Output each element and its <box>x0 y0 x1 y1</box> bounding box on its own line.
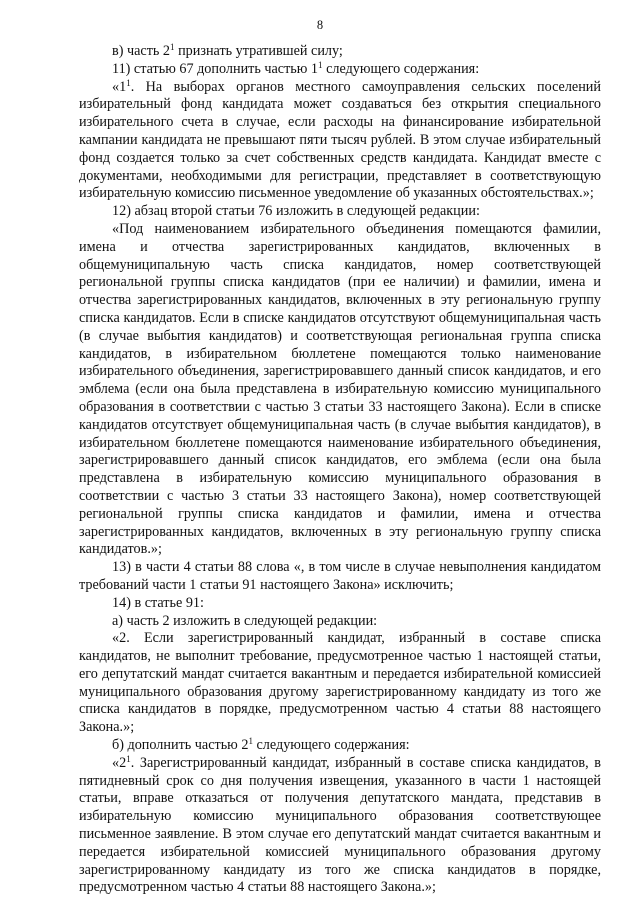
paragraph-article-91-part-2-1: «$2^1$. Зарегистрированный кандидат, избранный в составе списка кандидатов, в пятидневный срок со дня получения извещения, указанного в части 1 настоящей статьи, вправе отказаться от получения депутатского мандата, представив в избирательную комиссию муниципального образования соответствующее письменное заявление. В этом случае его депутатский мандат считается вакантным и передается избирательной комиссией муниципального образования другому зарегистрированному кандидату из того же списка кандидатов в порядке, предусмотренном частью 4 статьи 88 настоящего Закона.»; <box>79 753 601 896</box>
paragraph-item-11: 11) статью 67 дополнить частью $1^1$ следующего содержания: <box>112 59 480 77</box>
paragraph-article-76-text: «Под наименованием избирательного объединения помещаются фамилии, имена и отчества зарегистрированных кандидатов, включенных в общемуниципальную часть списка кандидатов, номер соответствующей региональной группы списка кандидатов (при ее наличии) и фамилии, имена и отчества зарегистрированных кандидатов, включенных в эту региональную группу списка кандидатов. Если в списке кандидатов отсутствуют общемуниципальная часть (в случае выбытия кандидатов) и соответствующая региональная группа списка кандидатов, в избирательном бюллетене помещаются только наименование избирательного объединения, зарегистрировавшего данный список кандидатов, и его эмблема (если она была представлена в избирательную комиссию муниципального образования в соответствии с частью 3 статьи 33 настоящего Закона). Если в списке кандидатов отсутствует общемуниципальная часть (в случае выбытия кандидатов), в избирательном бюллетене помещаются наименование избирательного объединения, зарегистрировавшего данный список кандидатов, его эмблема (если она была представлена в избирательную комиссию муниципального образования в соответствии с частью 3 статьи 33 настоящего Закона), номер соответствующей региональной группы списка кандидатов и фамилии, имена и отчества зарегистрированных кандидатов, включенных в эту региональную группу списка кандидатов.»; <box>79 220 601 558</box>
paragraph-item-14: 14) в статье 91: <box>112 594 204 611</box>
paragraph-article-67-part-1-1: «$1^1$. На выборах органов местного самоуправления сельских поселений избирательный фонд кандидата может создаваться без открытия специального избирательного счета в случае, если расходы на финансирование избирательной кампании кандидата не превышают пяти тысяч рублей. В этом случае избирательный фонд создается только за счет собственных средств кандидата. Кандидат вместе с документами, необходимыми для регистрации, представляет в соответствующую избирательную комиссию письменное уведомление об указанных обстоятельствах.»; <box>79 77 601 202</box>
paragraph-item-14b: б) дополнить частью $2^1$ следующего содержания: <box>112 736 410 754</box>
paragraph-amend-part-2-1: в) часть $2^1$ признать утратившей силу; <box>112 42 343 59</box>
paragraph-item-12: 12) абзац второй статьи 76 изложить в следующей редакции: <box>112 203 480 220</box>
page-number: 8 <box>316 18 324 32</box>
paragraph-item-13: 13) в части 4 статьи 88 слова «, в том числе в случае невыполнения кандидатом требований части 1 статьи 91 настоящего Закона» исключить; <box>79 559 601 593</box>
paragraph-item-14a: а) часть 2 изложить в следующей редакции: <box>112 612 378 629</box>
paragraph-article-91-part-2: «2. Если зарегистрированный кандидат, избранный в составе списка кандидатов, не выполнит требование, предусмотренное частью 1 настоящей статьи, его депутатский мандат считается вакантным и передается избирательной комиссией муниципального образования другому зарегистрированному кандидату из того же списка кандидатов в порядке, предусмотренном частью 4 статьи 88 настоящего Закона.»; <box>79 630 601 736</box>
document-body <box>79 43 601 897</box>
